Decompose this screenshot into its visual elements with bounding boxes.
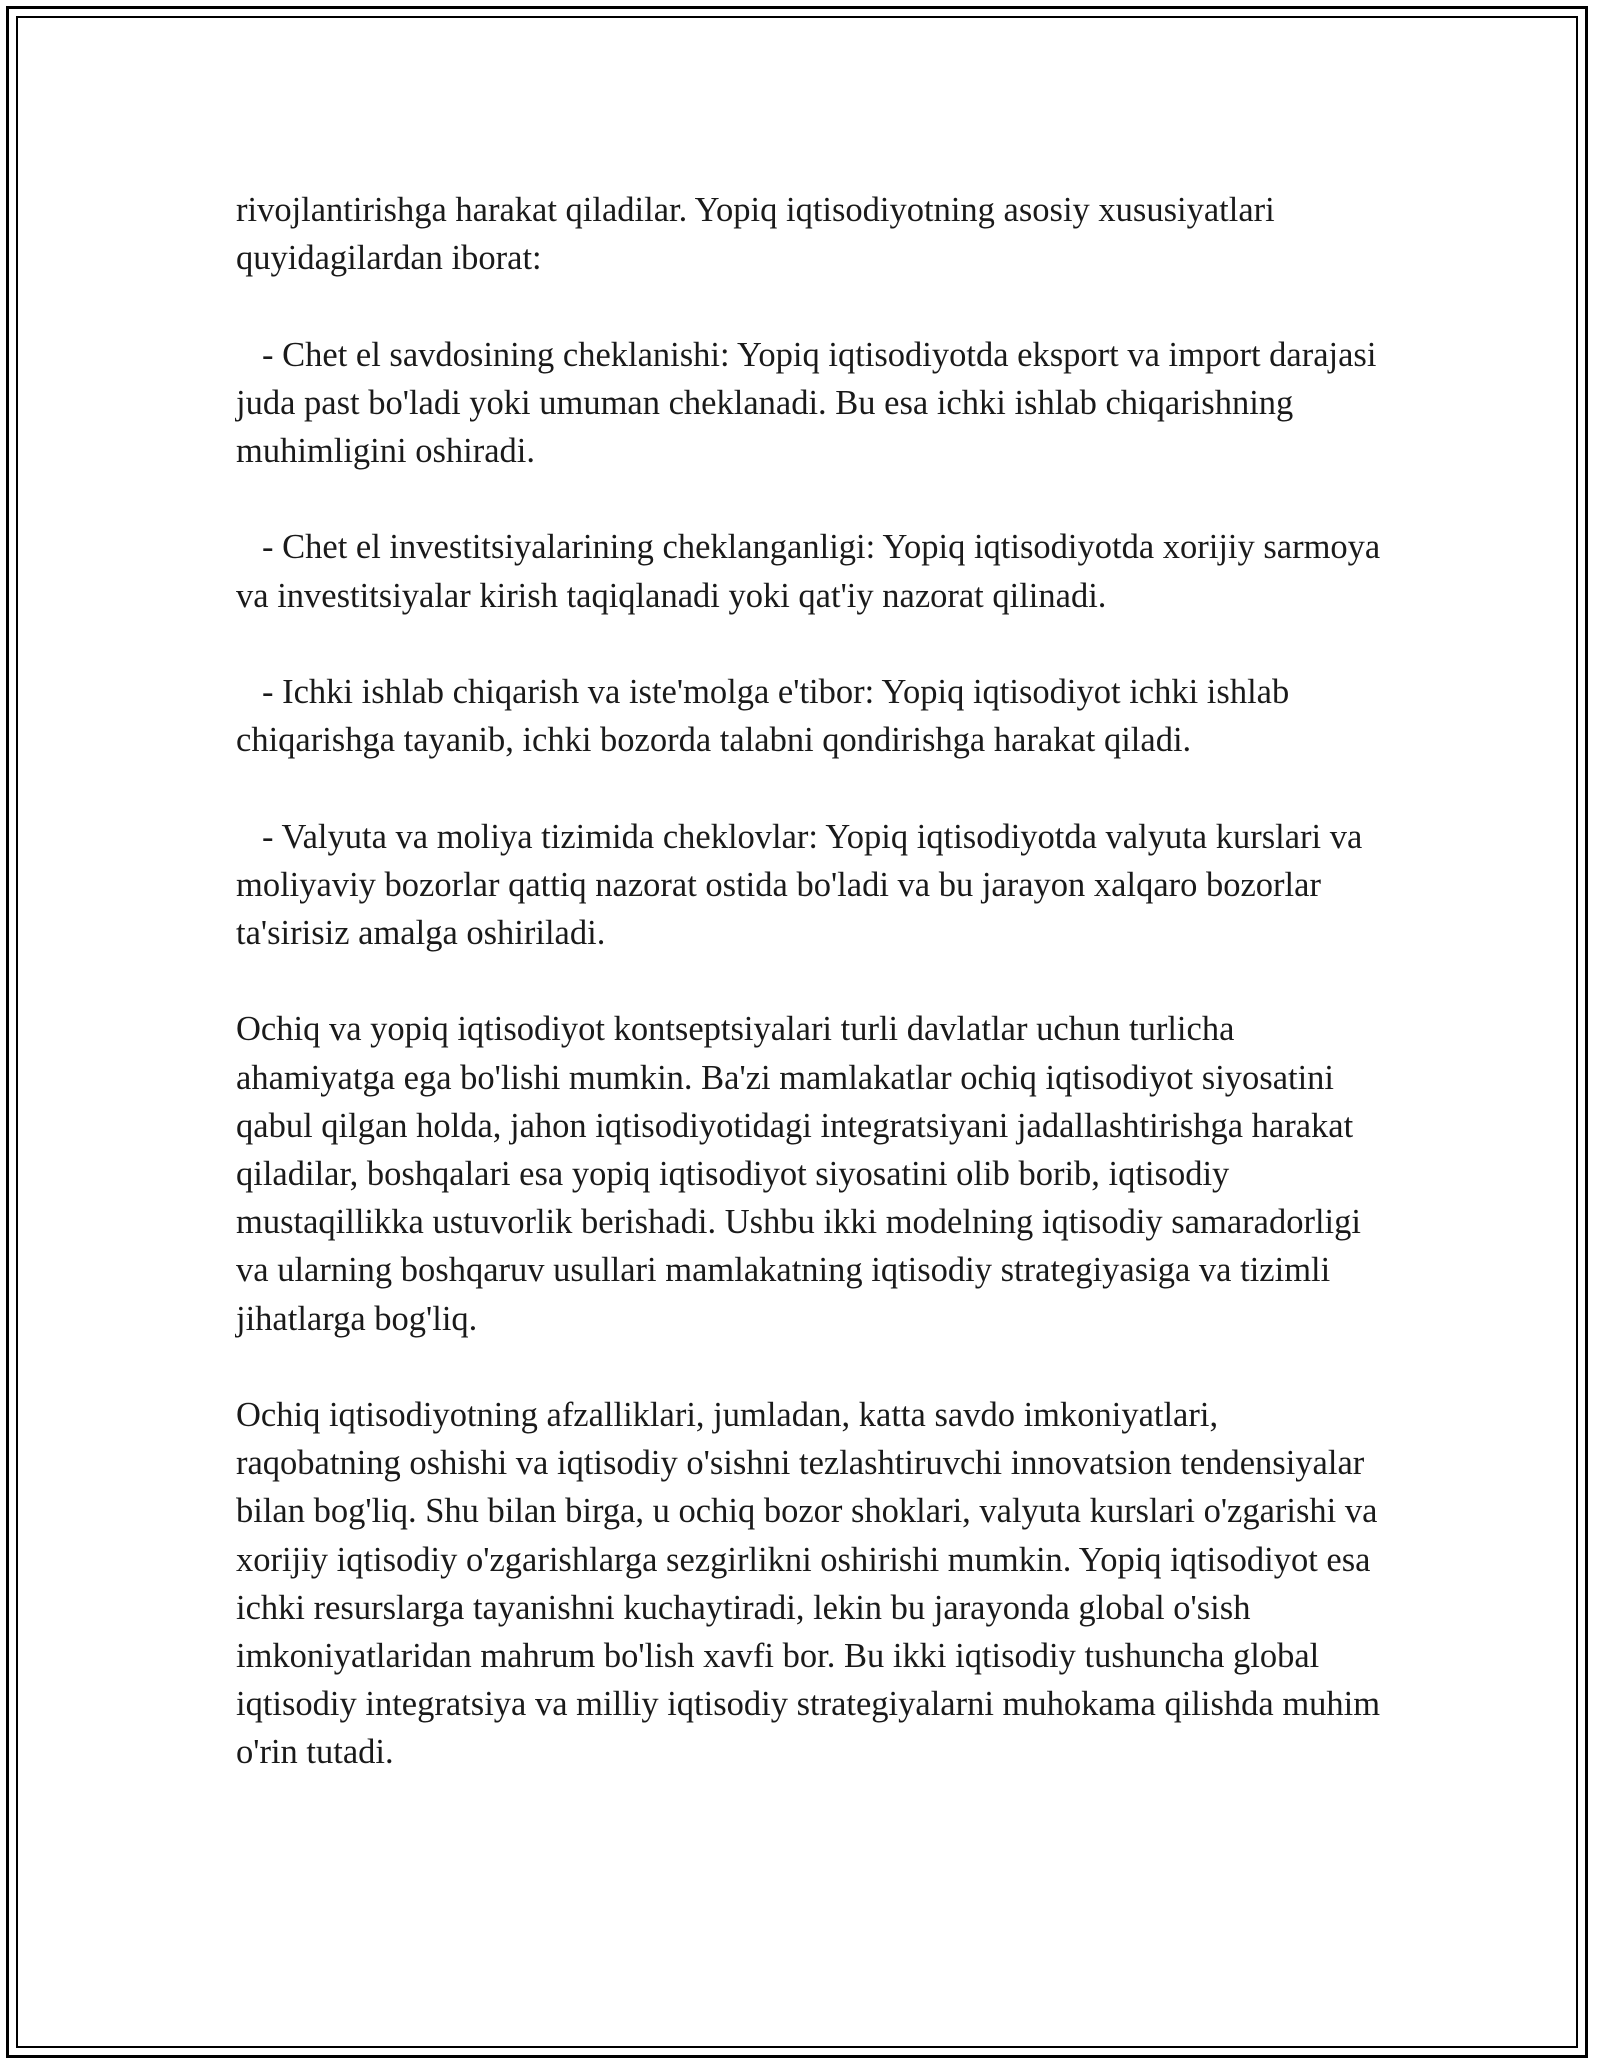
body-paragraph: Ochiq iqtisodiyotning afzalliklari, jumladan, katta savdo imkoniyatlari, raqobatning oshishi va iqtisodiy o'sishni tezlashtiruvchi innovatsion tendensiyalar bilan bog'liq. Shu bilan birga, u ochiq bozor shoklari, valyuta kurslari o'zgarishi va xorijiy iqtisodiy o'zgarishlarga sezgirlikni oshirishi mumkin. Yopiq iqtisodiyot esa ichki resurslarga tayanishni kuchaytiradi, lekin bu jarayonda global o'sish imkoniyatlaridan mahrum bo'lish xavfi bor. Bu ikki iqtisodiy tushuncha global iqtisodiy integratsiya va milliy iqtisodiy strategiyalarni muhokama qilishda muhim o'rin tutadi. [236,1395,1381,1772]
bullet-item [236,523,1386,619]
bullet-dash: - [262,672,283,711]
bullet-text: Valyuta va moliya tizimida cheklovlar: Yopiq iqtisodiyotda valyuta kurslari va moliyaviy bozorlar qattiq nazorat ostida bo'ladi va bu jarayon xalqaro bozorlar ta'sirisiz amalga oshiriladi. [236,817,1363,952]
body-paragraph: Ochiq va yopiq iqtisodiyot kontseptsiyalari turli davlatlar uchun turlicha ahamiyatga ega bo'lishi mumkin. Ba'zi mamlakatlar ochiq iqtisodiyot siyosatini qabul qilgan holda, jahon iqtisodiyotidagi integratsiyani jadallashtirishga harakat qiladilar, boshqalari esa yopiq iqtisodiyot siyosatini olib borib, iqtisodiy mustaqillikka ustuvorlik berishadi. Ushbu ikki modelning iqtisodiy samaradorligi va ularning boshqaruv usullari mamlakatning iqtisodiy strategiyasiga va tizimli jihatlarga bog'liq. [236,1010,1361,1338]
document-body [236,186,1386,1825]
bullet-dash: - [262,335,283,374]
bullet-item [236,331,1386,476]
bullet-text: Chet el investitsiyalarining cheklanganligi: Yopiq iqtisodiyotda xorijiy sarmoya va investitsiyalar kirish taqiqlanadi yoki qat'iy nazorat qilinadi. [236,528,1381,615]
bullet-text: Chet el savdosining cheklanishi: Yopiq iqtisodiyotda eksport va import darajasi juda past bo'ladi yoki umuman cheklanadi. Bu esa ichki ishlab chiqarishning muhimligini oshiradi. [236,335,1377,470]
bullet-item [236,813,1386,958]
bullet-text: Ichki ishlab chiqarish va iste'molga e'tibor: Yopiq iqtisodiyot ichki ishlab chiqarishga tayanib, ichki bozorda talabni qondirishga harakat qiladi. [236,672,1290,760]
bullet-item [236,668,1386,764]
bullet-dash: - [262,817,282,856]
intro-paragraph: rivojlantirishga harakat qiladilar. Yopiq iqtisodiyotning asosiy xususiyatlari quyidagilardan iborat: [236,191,1275,278]
bullet-dash: - [262,528,283,567]
